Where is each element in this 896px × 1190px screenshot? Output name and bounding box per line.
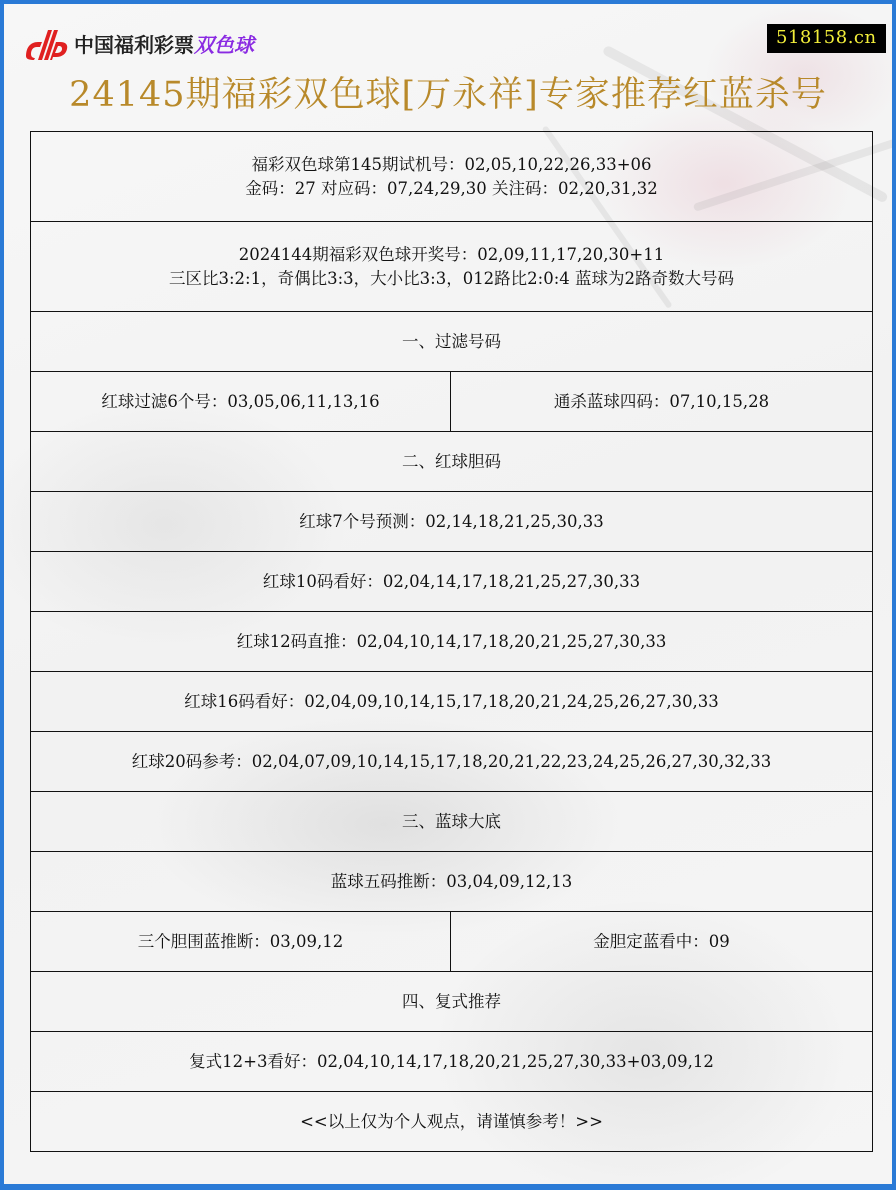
section-heading-row — [31, 312, 873, 372]
table-row — [31, 1092, 873, 1152]
table-row — [31, 912, 873, 972]
blue-kill-cell: 通杀蓝球四码：07,10,15,28 — [451, 372, 873, 432]
section3-heading: 三、蓝球大底 — [31, 792, 873, 852]
combo-cell: 复式12+3看好：02,04,10,14,17,18,20,21,25,27,30,33+03,09,12 — [31, 1032, 873, 1092]
red-20-cell: 红球20码参考：02,04,07,09,10,14,15,17,18,20,21,22,23,24,25,26,27,30,32,33 — [31, 732, 873, 792]
section4-heading: 四、复式推荐 — [31, 972, 873, 1032]
blue-five-cell: 蓝球五码推断：03,04,09,12,13 — [31, 852, 873, 912]
table-row — [31, 372, 873, 432]
last-draw-stats-line: 三区比3:2:1，奇偶比3:3，大小比3:3，012路比2:0:4 蓝球为2路奇数大号码 — [168, 268, 735, 288]
red-filter-cell: 红球过滤6个号：03,05,06,11,13,16 — [31, 372, 451, 432]
red-12-cell: 红球12码直推：02,04,10,14,17,18,20,21,25,27,30,33 — [31, 612, 873, 672]
test-numbers-line: 福彩双色球第145期试机号：02,05,10,22,26,33+06 — [251, 154, 652, 174]
table-row-last-draw — [31, 222, 873, 312]
blue-three-cell: 三个胆围蓝推断：03,09,12 — [31, 912, 451, 972]
red-7-cell: 红球7个号预测：02,14,18,21,25,30,33 — [31, 492, 873, 552]
section-heading-row — [31, 972, 873, 1032]
table-row — [31, 1032, 873, 1092]
test-numbers-cell — [31, 132, 873, 222]
prediction-table — [30, 131, 873, 1152]
red-10-cell: 红球10码看好：02,04,14,17,18,21,25,27,30,33 — [31, 552, 873, 612]
cwl-logo-icon — [22, 26, 70, 60]
table-row — [31, 612, 873, 672]
section-heading-row — [31, 432, 873, 492]
disclaimer-cell: <<以上仅为个人观点，请谨慎参考！>> — [31, 1092, 873, 1152]
section2-heading: 二、红球胆码 — [31, 432, 873, 492]
last-draw-cell — [31, 222, 873, 312]
table-row — [31, 492, 873, 552]
section1-heading: 一、过滤号码 — [31, 312, 873, 372]
table-row — [31, 552, 873, 612]
blue-gold-cell: 金胆定蓝看中：09 — [451, 912, 873, 972]
red-16-cell: 红球16码看好：02,04,09,10,14,15,17,18,20,21,24,25,26,27,30,33 — [31, 672, 873, 732]
table-row — [31, 852, 873, 912]
cwl-logo — [22, 26, 254, 60]
last-draw-line: 2024144期福彩双色球开奖号：02,09,11,17,20,30+11 — [238, 244, 665, 264]
page-title: 24145期福彩双色球[万永祥]专家推荐红蓝杀号 — [69, 75, 827, 115]
table-row — [31, 672, 873, 732]
gold-code-line: 金码：27 对应码：07,24,29,30 关注码：02,20,31,32 — [245, 178, 658, 198]
table-row-intro — [31, 132, 873, 222]
table-row — [31, 732, 873, 792]
logo-text: 中国福利彩票双色球 — [74, 32, 254, 57]
section-heading-row — [31, 792, 873, 852]
site-badge[interactable]: 518158.cn — [767, 24, 886, 53]
